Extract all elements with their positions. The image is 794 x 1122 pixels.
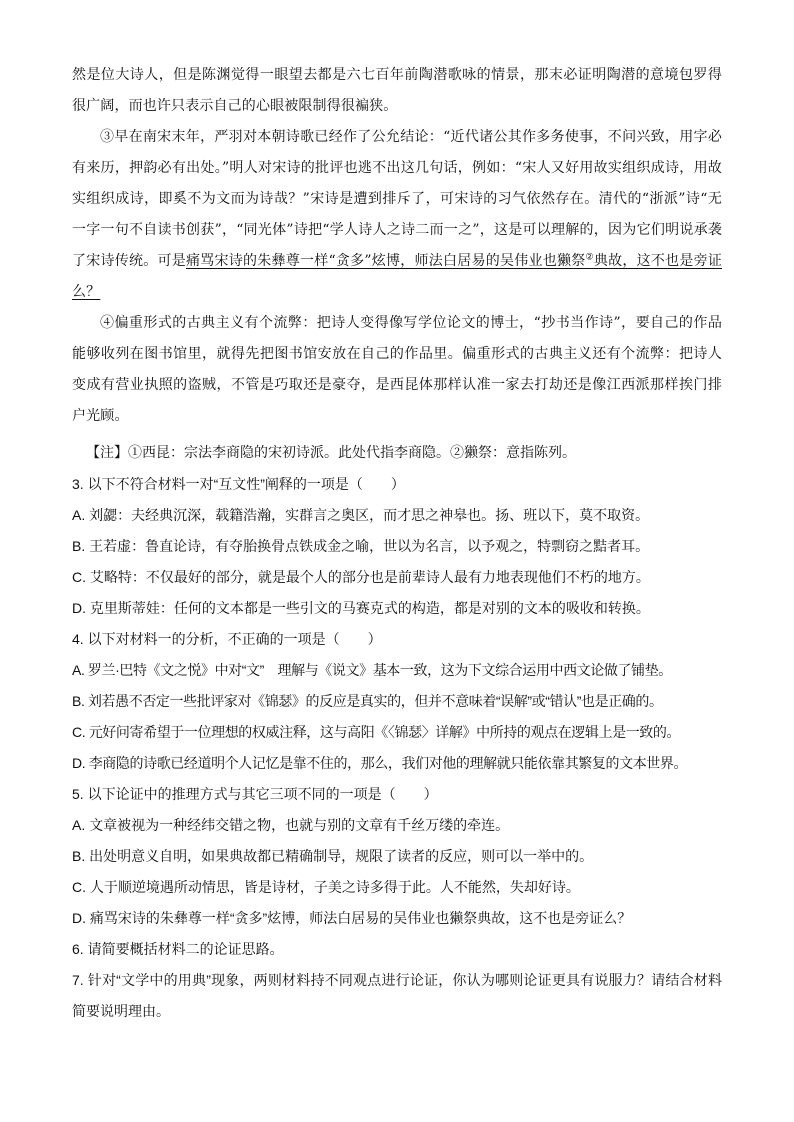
option-b: B. 王若虚：鲁直论诗，有夺胎换骨点铁成金之喻，世以为名言，以予观之，特剽窃之黠者耳。 — [72, 538, 650, 554]
paragraph-3-underlined-part-b: 典故，这不也是旁证么？ — [72, 253, 723, 300]
question-5 — [72, 779, 722, 934]
paragraph-3-underlined-part-a: 痛骂宋诗的朱彝尊一样“贪多”炫博，师法白居易的吴伟业也獭祭 — [186, 253, 586, 269]
option-a: A. 罗兰·巴特《文之悦》中对“文” 理解与《说文》基本一致，这为下文综合运用中西文论做了铺垫。 — [72, 662, 672, 678]
material-paragraph-3 — [72, 122, 722, 308]
material-note: 【注】①西昆：宗法李商隐的宋初诗派。此处代指李商隐。②獭祭：意指陈列。 — [86, 445, 576, 461]
question-4 — [72, 624, 722, 779]
question-7 — [72, 965, 722, 1027]
question-stem: 5. 以下论证中的推理方式与其它三项不同的一项是（ ） — [72, 786, 438, 802]
question-stem: 7. 针对“文学中的用典”现象，两则材料持不同观点进行论证，你认为哪则论证更具有说服力？请结合材料简要说明理由。 — [72, 972, 722, 1019]
option-d: D. 李商隐的诗歌已经道明个人记忆是靠不住的，那么，我们对他的理解就只能依靠其繁复的文本世界。 — [72, 755, 688, 771]
option-c: C. 艾略特：不仅最好的部分，就是最个人的部分也是前辈诗人最有力地表现他们不朽的地方。 — [72, 569, 650, 585]
option-c: C. 元好问寄希望于一位理想的权威注释，这与高阳《〈锦瑟〉详解》中所持的观点在逻辑上是一致的。 — [72, 724, 681, 740]
question-stem: 6. 请简要概括材料二的论证思路。 — [72, 941, 284, 957]
material-paragraph-continued: 然是位大诗人，但是陈渊觉得一眼望去都是六七百年前陶潜歌咏的情景，那末必证明陶潜的意境包罗得很广阔，而也许只表示自己的心眼被限制得很褊狭。 — [72, 67, 722, 114]
option-d: D. 克里斯蒂娃：任何的文本都是一些引文的马赛克式的构造，都是对别的文本的吸收和转换。 — [72, 600, 650, 616]
question-6 — [72, 934, 722, 965]
option-a: A. 刘勰：夫经典沉深，载籍浩瀚，实群言之奥区，而才思之神皋也。扬、班以下，莫不取资。 — [72, 507, 650, 523]
exam-page — [72, 60, 722, 1027]
option-a: A. 文章被视为一种经纬交错之物，也就与别的文章有千丝万缕的牵连。 — [72, 817, 510, 833]
footnote-marker-2: ② — [585, 252, 594, 263]
material-paragraph-4: ④偏重形式的古典主义有个流弊：把诗人变得像写学位论文的博士，“抄书当作诗”，要自己的作品能够收列在图书馆里，就得先把图书馆安放在自己的作品里。偏重形式的古典主义还有个流弊：把诗人变成有营业执照的盗贼，不管是巧取还是豪夺，是西昆体那样认准一家去打劫还是像江西派那样挨门排户光顾。 — [72, 315, 722, 424]
question-stem: 3. 以下不符合材料一对“互文性”阐释的一项是（ ） — [72, 476, 405, 492]
paragraph-3-text: ③早在南宋末年，严羽对本朝诗歌已经作了公允结论：“近代诸公其作多务使事，不问兴致，用字必有来历，押韵必有出处。”明人对宋诗的批评也逃不出这几句话，例如：“宋人又好用故实组织成诗，用故实组织成诗，即奚不为文而为诗哉？”宋诗是遭到排斥了，可宋诗的习气依然存在。清代的“浙派”诗“无一字一句不自读书创获”，“同光体”诗把“学人诗人之诗二而一之”，这是可以理解的，因为它们明说承袭了宋诗传统。可是 — [72, 129, 722, 269]
option-b: B. 出处明意义自明，如果典故都已精确制导，规限了读者的反应，则可以一举中的。 — [72, 848, 594, 864]
option-b: B. 刘若愚不否定一些批评家对《锦瑟》的反应是真实的，但并不意味着“误解”或“错认”也是正确的。 — [72, 693, 663, 709]
question-3 — [72, 469, 722, 624]
question-stem: 4. 以下对材料一的分析，不正确的一项是（ ） — [72, 631, 382, 647]
option-d: D. 痛骂宋诗的朱彝尊一样“贪多”炫博，师法白居易的吴伟业也獭祭典故，这不也是旁证么？ — [72, 910, 632, 926]
option-c: C. 人于顺逆境遇所动情思，皆是诗材，子美之诗多得于此。人不能然，失却好诗。 — [72, 879, 580, 895]
